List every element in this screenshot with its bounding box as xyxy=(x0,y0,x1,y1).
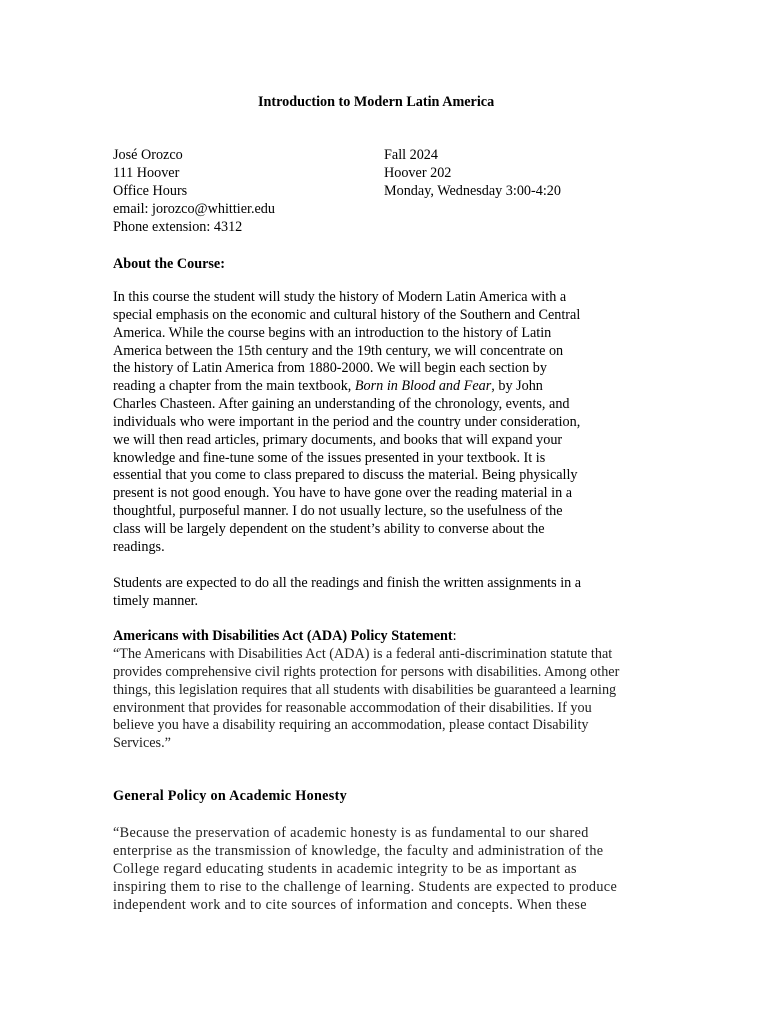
course-info xyxy=(384,146,561,200)
about-line: thoughtful, purposeful manner. I do not usually lecture, so the usefulness of the xyxy=(113,503,563,520)
ada-line: Services.” xyxy=(113,735,171,752)
textbook-line-pre: reading a chapter from the main textbook, xyxy=(113,378,355,395)
about-paragraph xyxy=(113,289,658,557)
about-line: Charles Chasteen. After gaining an understanding of the chronology, events, and xyxy=(113,396,570,413)
about-line: we will then read articles, primary documents, and books that will expand your xyxy=(113,431,563,448)
ada-line: provides comprehensive civil rights protection for persons with disabilities. Among other xyxy=(113,663,620,680)
about-line-textbook xyxy=(113,378,658,396)
about-line: present is not good enough. You have to have gone over the reading material in a xyxy=(113,485,573,502)
honesty-heading: General Policy on Academic Honesty xyxy=(113,788,348,804)
honesty-line: enterprise as the transmission of knowledge, the faculty and administration of the xyxy=(113,842,604,859)
instructor-name: José Orozco xyxy=(113,147,183,163)
course-title: Introduction to Modern Latin America xyxy=(258,94,495,110)
expectations-line: timely manner. xyxy=(113,592,199,609)
instructor-office: 111 Hoover xyxy=(113,165,180,181)
about-line: special emphasis on the economic and cultural history of the Southern and Central xyxy=(113,306,581,323)
honesty-paragraph xyxy=(113,825,658,914)
honesty-line: independent work and to cite sources of information and concepts. When these xyxy=(113,896,587,913)
about-line: America between the 15th century and the 19th century, we will concentrate on xyxy=(113,342,564,359)
ada-line: “The Americans with Disabilities Act (ADA) is a federal anti-discrimination statute that xyxy=(113,645,613,662)
office-hours-label: Office Hours xyxy=(113,183,188,199)
instructor-phone: Phone extension: 4312 xyxy=(113,219,243,235)
ada-section xyxy=(113,628,658,753)
about-line: readings. xyxy=(113,538,165,555)
course-room: Hoover 202 xyxy=(384,165,452,181)
ada-heading: Americans with Disabilities Act (ADA) Policy Statement xyxy=(113,628,453,644)
about-line: In this course the student will study the history of Modern Latin America with a xyxy=(113,289,567,305)
course-schedule: Monday, Wednesday 3:00-4:20 xyxy=(384,183,561,199)
instructor-info xyxy=(113,146,275,236)
honesty-line: inspiring them to rise to the challenge of learning. Students are expected to produce xyxy=(113,878,618,895)
about-line: individuals who were important in the period and the country under consideration, xyxy=(113,413,581,430)
ada-line: things, this legislation requires that all students with disabilities be guaranteed a learning xyxy=(113,681,617,698)
about-line: knowledge and fine-tune some of the issues presented in your textbook. It is xyxy=(113,449,546,466)
textbook-title: Born in Blood and Fear xyxy=(354,378,492,395)
textbook-line-post: , by John xyxy=(491,378,543,395)
about-line: class will be largely dependent on the student’s ability to converse about the xyxy=(113,520,545,537)
ada-line: environment that provides for reasonable accommodation of their disabilities. If you xyxy=(113,699,592,716)
course-term: Fall 2024 xyxy=(384,147,438,163)
ada-heading-line xyxy=(113,628,658,646)
ada-line: believe you have a disability requiring an accommodation, please contact Disability xyxy=(113,717,589,734)
about-line: essential that you come to class prepared to discuss the material. Being physically xyxy=(113,467,578,484)
expectations-line: Students are expected to do all the readings and finish the written assignments in a xyxy=(113,575,582,591)
instructor-email: email: jorozco@whittier.edu xyxy=(113,201,275,217)
about-line: America. While the course begins with an introduction to the history of Latin xyxy=(113,324,552,341)
honesty-line: “Because the preservation of academic honesty is as fundamental to our shared xyxy=(113,825,589,841)
honesty-line: College regard educating students in academic integrity to be as important as xyxy=(113,860,577,877)
ada-heading-colon: : xyxy=(452,628,457,644)
expectations-paragraph xyxy=(113,575,658,611)
about-line: the history of Latin America from 1880-2000. We will begin each section by xyxy=(113,360,547,377)
about-heading: About the Course: xyxy=(113,256,225,272)
